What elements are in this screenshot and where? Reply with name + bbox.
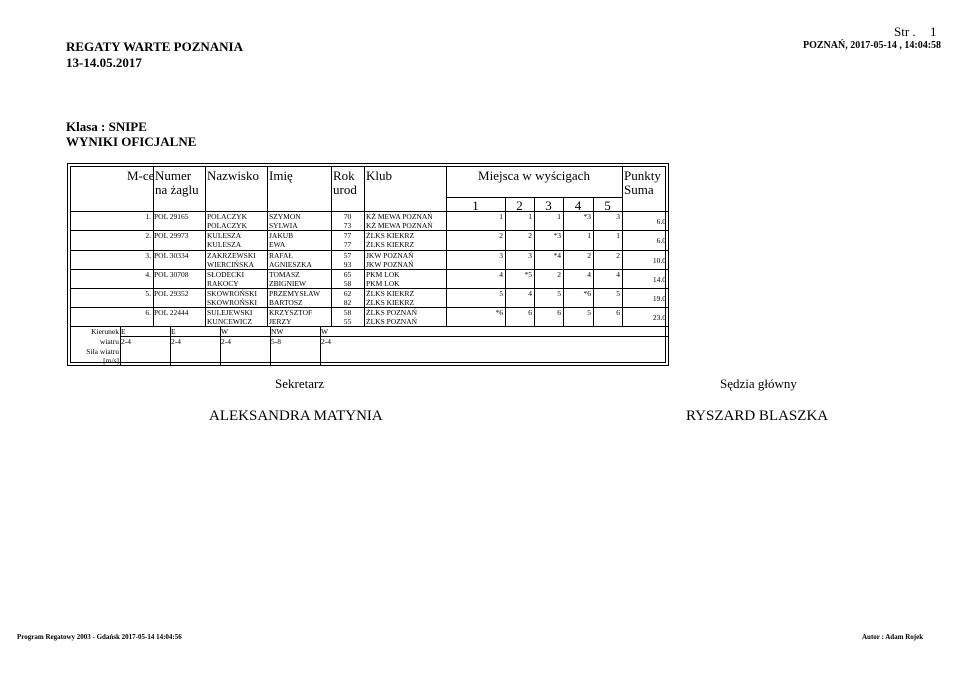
secretary-name: ALEKSANDRA MATYNIA [209, 408, 383, 424]
row-place: 5. [145, 289, 151, 298]
row-first-name: PRZEMYSŁAW [269, 289, 321, 298]
header-points: Punkty [624, 168, 661, 183]
row-race-place: 4 [499, 270, 503, 279]
row-first-name: ZBIGNIEW [269, 279, 307, 288]
wind-strength-value: 2-4 [321, 337, 331, 346]
wind-direction-label: Kierunek [91, 327, 119, 336]
header-sail-number-2: na żaglu [155, 182, 199, 197]
wind-direction-label: wiatru [99, 337, 119, 346]
row-race-place: *3 [583, 212, 591, 221]
judge-name: RYSZARD BLASZKA [686, 408, 829, 424]
row-sail-number: POL 30334 [154, 251, 189, 260]
row-race-place: 2 [616, 251, 620, 260]
row-club: ŻLKS KIEKRZ [366, 240, 415, 249]
wind-strength-value: 2-4 [171, 337, 181, 346]
row-total-points: 23.0 [652, 313, 666, 322]
row-race-place: 1 [557, 212, 561, 221]
header-race-number: 5 [604, 198, 611, 213]
regatta-dates: 13-14.05.2017 [66, 55, 142, 70]
grid-line [205, 167, 206, 326]
row-total-points: 14.0 [652, 275, 666, 284]
footer-author: Autor : Adam Rojek [862, 633, 924, 641]
grid-line [267, 167, 268, 326]
row-birth-year: 77 [343, 231, 352, 240]
row-race-place: 2 [557, 270, 561, 279]
row-race-place: *3 [553, 231, 561, 240]
grid-line [446, 167, 447, 326]
row-race-place: 1 [499, 212, 503, 221]
header-first-name: Imię [269, 168, 293, 183]
row-first-name: TOMASZ [269, 270, 300, 279]
row-race-place: 2 [499, 231, 503, 240]
row-place: 1. [145, 212, 151, 221]
row-race-place: 6 [557, 308, 561, 317]
row-birth-year: 55 [343, 317, 352, 326]
row-race-place: 5 [557, 289, 561, 298]
row-surname: KULESZA [207, 231, 242, 240]
row-birth-year: 57 [343, 251, 352, 260]
row-total-points: 6.0 [656, 217, 666, 226]
row-club: ŻLKS KIEKRZ [366, 231, 415, 240]
row-place: 4. [145, 270, 151, 279]
page-number: 1 [930, 24, 937, 39]
row-race-place: 3 [499, 251, 503, 260]
row-place: 2. [145, 231, 151, 240]
row-first-name: KRZYSZTOF [269, 308, 313, 317]
row-race-place: 3 [616, 212, 620, 221]
header-race-places: Miejsca w wyścigach [478, 168, 590, 183]
grid-line [153, 167, 154, 326]
row-club: KŻ MEWA POZNAŃ [366, 212, 433, 221]
row-sail-number: POL 29973 [154, 231, 189, 240]
row-birth-year: 58 [343, 279, 352, 288]
header-club: Klub [366, 168, 392, 183]
header-sail-number: Numer [155, 168, 192, 183]
row-surname: KULESZA [207, 240, 242, 249]
row-race-place: 3 [528, 251, 532, 260]
row-surname: SŁODECKI [207, 270, 245, 279]
row-surname: RAKOCY [207, 279, 239, 288]
row-birth-year: 82 [343, 298, 352, 307]
row-birth-year: 93 [343, 260, 352, 269]
row-race-place: 5 [587, 308, 591, 317]
row-birth-year: 65 [343, 270, 352, 279]
row-club: JKW POZNAŃ [366, 260, 414, 269]
row-race-place: *6 [495, 308, 503, 317]
page-label: Str . [894, 24, 916, 39]
results-heading: WYNIKI OFICJALNE [66, 134, 197, 149]
row-first-name: AGNIESZKA [269, 260, 312, 269]
row-race-place: 4 [616, 270, 620, 279]
row-club: KŻ MEWA POZNAŃ [366, 221, 433, 230]
row-surname: SULEJEWSKI [207, 308, 253, 317]
row-race-place: 2 [587, 251, 591, 260]
wind-direction-value: E [121, 327, 126, 336]
row-total-points: 19.0 [652, 294, 666, 303]
wind-strength-value: 5-8 [271, 337, 281, 346]
header-place: M-ce [127, 168, 155, 183]
row-race-place: 2 [528, 231, 532, 240]
header-race-number: 4 [574, 198, 582, 213]
row-race-place: *5 [524, 270, 532, 279]
row-club: JKW POZNAŃ [366, 251, 414, 260]
row-race-place: 6 [528, 308, 532, 317]
row-race-place: 1 [528, 212, 532, 221]
row-first-name: BARTOSZ [269, 298, 303, 307]
regatta-title: REGATY WARTE POZNANIA [66, 39, 243, 54]
row-sail-number: POL 30708 [154, 270, 189, 279]
wind-strength-label: Siła wiatru [86, 347, 119, 356]
place-timestamp: POZNAŃ, 2017-05-14 , 14:04:58 [803, 40, 942, 51]
row-birth-year: 77 [343, 240, 352, 249]
row-first-name: SZYMON [269, 212, 301, 221]
row-race-place: 4 [587, 270, 591, 279]
secretary-label: Sekretarz [275, 376, 325, 391]
row-birth-year: 58 [343, 308, 352, 317]
row-first-name: SYLWIA [269, 221, 298, 230]
header-surname: Nazwisko [207, 168, 259, 183]
header-birth-year-2: urod [333, 182, 357, 197]
row-surname: KUNCEWICZ [207, 317, 252, 326]
footer-program: Program Regatowy 2003 - Gdańsk 2017-05-14 14:04:56 [17, 633, 182, 641]
wind-mid-line [120, 336, 668, 337]
row-birth-year: 73 [343, 221, 352, 230]
wind-strength-value: 2-4 [121, 337, 131, 346]
row-race-place: *6 [583, 289, 591, 298]
header-points-2: Suma [624, 182, 654, 197]
wind-direction-value: W [321, 327, 329, 336]
row-race-place: 5 [499, 289, 503, 298]
row-sail-number: POL 29352 [154, 289, 189, 298]
row-total-points: 10.0 [652, 256, 666, 265]
row-club: ŻLKS POZNAŃ [366, 317, 418, 326]
row-sail-number: POL 22444 [154, 308, 189, 317]
row-club: ŻLKS POZNAŃ [366, 308, 418, 317]
row-club: PKM LOK [366, 279, 400, 288]
row-surname: ZAKRZEWSKI [207, 251, 256, 260]
wind-direction-value: W [221, 327, 229, 336]
row-first-name: JERZY [269, 317, 292, 326]
row-race-place: *4 [553, 251, 561, 260]
wind-strength-label: [m/s] [103, 356, 119, 365]
row-birth-year: 62 [343, 289, 352, 298]
wind-strength-value: 2-4 [221, 337, 231, 346]
wind-direction-value: NW [271, 327, 284, 336]
row-first-name: JAKUB [269, 231, 294, 240]
row-club: ŻLKS KIEKRZ [366, 298, 415, 307]
results-table [67, 163, 669, 366]
wind-top-line [71, 326, 668, 327]
row-sail-number: POL 29165 [154, 212, 189, 221]
wind-direction-value: E [171, 327, 176, 336]
row-surname: WIERCIŃSKA [207, 260, 255, 269]
row-surname: SKOWROŃSKI [207, 289, 258, 298]
row-race-place: 5 [616, 289, 620, 298]
row-place: 6. [145, 308, 151, 317]
row-first-name: RAFAŁ [269, 251, 294, 260]
row-race-place: 1 [616, 231, 620, 240]
results-table-inner [70, 166, 666, 363]
row-birth-year: 70 [343, 212, 352, 221]
row-race-place: 4 [528, 289, 532, 298]
judge-label: Sędzia główny [720, 376, 797, 391]
header-race-number: 2 [516, 198, 523, 213]
row-surname: SKOWROŃSKI [207, 298, 258, 307]
row-first-name: EWA [269, 240, 286, 249]
grid-line [364, 167, 365, 326]
row-total-points: 6.0 [656, 236, 666, 245]
class-line: Klasa : SNIPE [66, 119, 147, 134]
row-club: ŻLKS KIEKRZ [366, 289, 415, 298]
row-race-place: 6 [616, 308, 620, 317]
header-race-number: 1 [472, 198, 479, 213]
header-birth-year: Rok [333, 168, 355, 183]
header-race-number: 3 [545, 198, 552, 213]
row-race-place: 1 [587, 231, 591, 240]
row-surname: POLACZYK [207, 212, 248, 221]
row-club: PKM LOK [366, 270, 400, 279]
row-place: 3. [145, 251, 151, 260]
row-surname: POLACZYK [207, 221, 248, 230]
